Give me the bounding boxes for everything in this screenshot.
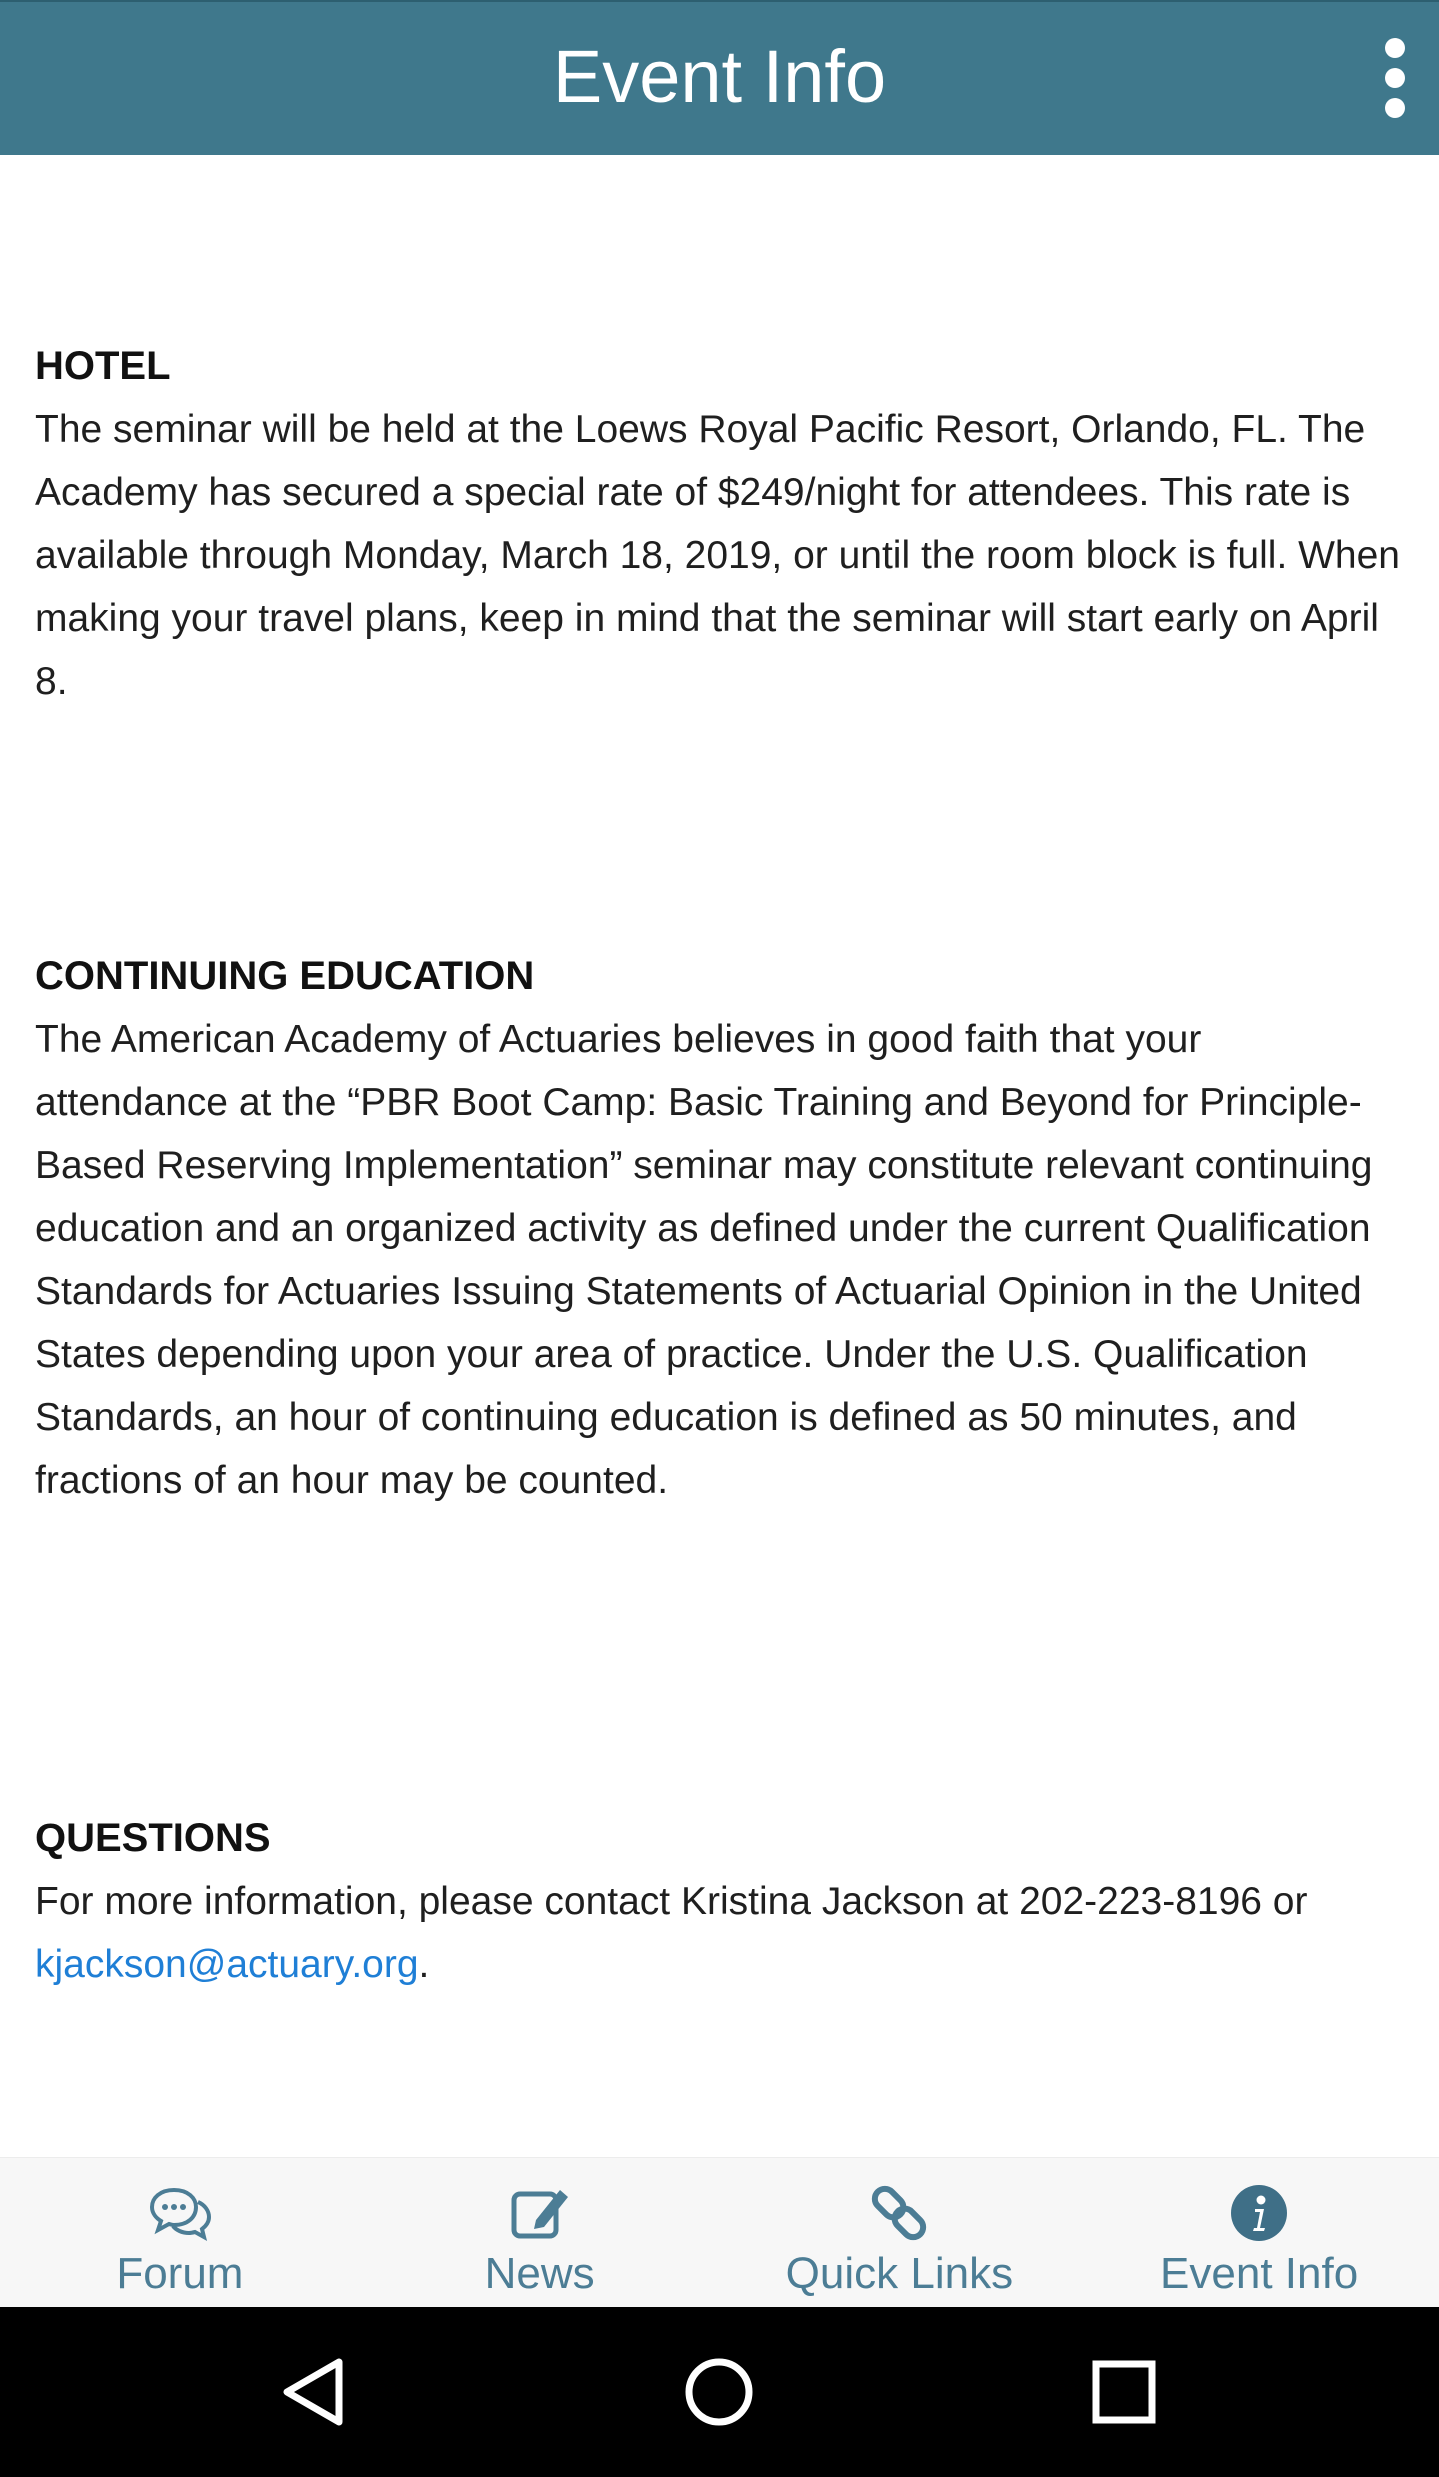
menu-dot [1385,98,1405,118]
nav-label-quick-links: Quick Links [785,2249,1014,2298]
questions-section [35,1807,1405,1996]
questions-body-prefix: For more information, please contact Kristina Jackson at 202-223-8196 or [35,1880,1308,1923]
questions-title: QUESTIONS [35,1816,271,1860]
continuing-education-title: CONTINUING EDUCATION [35,954,535,998]
continuing-education-section [35,945,1405,1512]
nav-item-forum[interactable] [0,2158,360,2308]
questions-body-suffix: . [418,1943,430,1986]
nav-label-event-info: Event Info [1160,2249,1359,2298]
forum-icon [148,2184,212,2242]
continuing-education-body: The American Academy of Actuaries believes in good faith that your attendance at the “PBR Boot Camp: Basic Training and Beyond for Principle-Based Reserving Implementation” seminar may constitute relevant continuing education and an organized activity as defined under the current Qualification Standards for Actuaries Issuing Statements of Actuarial Opinion in the United States depending upon your area of practice. Under the U.S. Qualification Standards, an hour of continuing education is defined as 50 minutes, and fractions of an hour may be counted. [35,1018,1373,1502]
nav-label-forum: Forum [116,2249,244,2298]
hotel-section [35,335,1405,713]
more-vert-icon[interactable] [1373,38,1417,118]
nav-item-quick-links[interactable] [720,2158,1080,2308]
nav-label-news: News [484,2249,595,2298]
questions-body [35,1870,1405,1996]
bottom-nav [0,2157,1439,2308]
hotel-body: The seminar will be held at the Loews Royal Pacific Resort, Orlando, FL. The Academy has secured a special rate of $249/night for attendees. This rate is available through Monday, March 18, 2019, or until the room block is full. When making your travel plans, keep in mind that the seminar will start early on April 8. [35,408,1400,703]
edit-icon [508,2184,572,2242]
page-title: Event Info [552,35,887,118]
system-nav-bar [0,2307,1439,2477]
link-icon [867,2184,931,2242]
menu-dot [1385,68,1405,88]
menu-dot [1385,38,1405,58]
info-icon [1227,2184,1291,2242]
hotel-title: HOTEL [35,344,171,388]
nav-item-event-info[interactable] [1079,2158,1439,2308]
app-bar [0,0,1439,155]
recents-square-icon[interactable] [1084,2352,1164,2432]
back-triangle-icon[interactable] [275,2352,355,2432]
contact-email-link[interactable]: kjackson@actuary.org [35,1943,419,1986]
nav-item-news[interactable] [360,2158,720,2308]
home-circle-icon[interactable] [679,2352,759,2432]
